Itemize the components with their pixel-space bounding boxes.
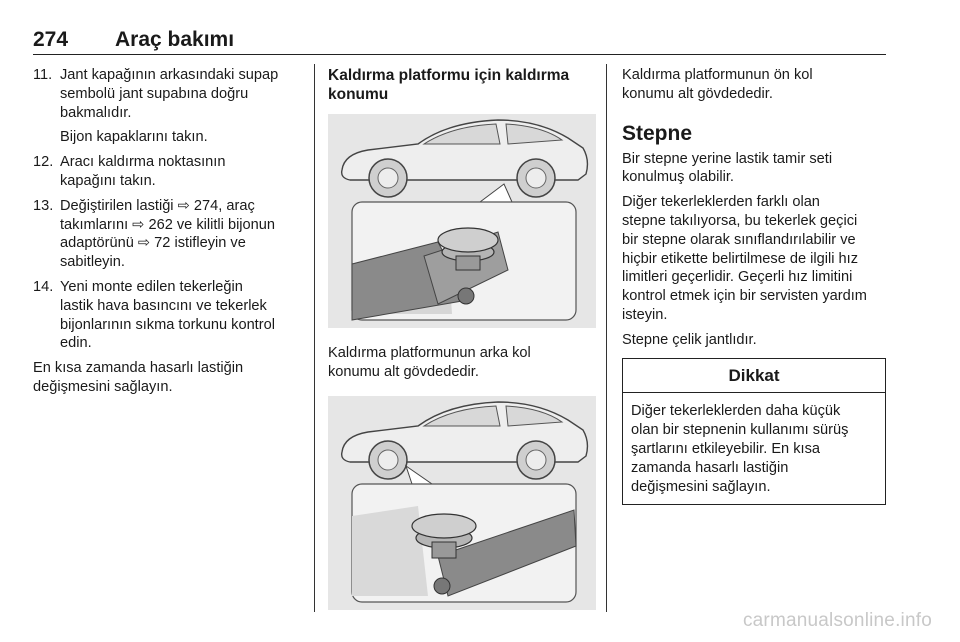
caution-body [623,393,885,504]
car-illustration-front [328,396,596,610]
column-divider [314,64,315,612]
paragraph-line: konulmuş olabilir. [622,169,734,186]
paragraph-line: limitleri geçerlidir. Geçerli hız limitini [622,269,853,286]
caution-line: zamanda hasarlı lastiğin [631,459,789,476]
paragraph-line: hiçbir etikette belirtilmese de ilgili hız [622,250,859,267]
paragraph-line: isteyin. [622,306,668,323]
caution-line: şartlarını etkileyebilir. En kısa [631,440,820,457]
caution-line: değişmesini sağlayın. [631,478,771,495]
section-heading: Stepne [622,121,693,145]
item-line: lastik hava basıncını ve tekerlek [60,297,267,314]
item-number: 12. [33,154,54,171]
paragraph-line: Bir stepne yerine lastik tamir seti [622,150,833,167]
caution-line: olan bir stepnenin kullanımı sürüş [631,422,849,439]
figure-caption [328,344,598,382]
paragraph-line: değişmesini sağlayın. [33,378,173,395]
section-title: Araç bakımı [115,28,235,51]
caption-line: konumu alt gövdededir. [328,363,479,380]
item-number: 11. [33,67,53,83]
car-illustration-rear [328,114,596,328]
item-line: takımlarını ⇨ 262 ve kilitli bijonun [60,216,276,233]
paragraph-line: kontrol etmek için bir servisten yardım [622,288,867,305]
closing-paragraph [33,359,303,397]
intro-paragraph [622,66,888,104]
item-line: edin. [60,335,92,352]
paragraph-line: konumu alt gövdededir. [622,85,773,102]
item-subtext: Bijon kapaklarını takın. [60,129,208,146]
watermark: carmanualsonline.info [742,610,932,631]
item-line: Aracı kaldırma noktasının [60,154,226,171]
rear-lift-point-figure [328,114,596,328]
item-number: 13. [33,197,54,214]
item-number: 14. [33,278,54,295]
paragraph-line: Diğer tekerleklerden farklı olan [622,194,820,211]
item-line: bakmalıdır. [60,104,132,121]
list-item [33,153,303,191]
caution-title: Dikkat [623,359,885,394]
item-line: kapağını takın. [60,172,156,189]
heading-line: konumu [328,86,389,103]
item-line: adaptörünü ⇨ 72 istifleyin ve [60,235,246,252]
column-divider [606,64,607,612]
page-header [33,26,886,55]
item-line: bijonlarının sıkma torkunu kontrol [60,316,275,333]
heading-line: Kaldırma platformu için kaldırma [328,67,570,84]
paragraph: Stepne çelik jantlıdır. [622,331,757,348]
page-number: 274 [33,28,69,51]
list-item [33,66,303,147]
item-line: sembolü jant supabına doğru [60,85,249,102]
front-lift-point-figure [328,396,596,610]
middle-column [328,66,598,610]
subsection-heading [328,66,598,104]
list-item [33,278,303,353]
item-line: Yeni monte edilen tekerleğin [60,278,243,295]
paragraph-line: bir stepne olarak sınıflandırılabilir ve [622,231,856,248]
caution-box [622,358,886,506]
paragraph [622,150,888,188]
item-line: Jant kapağının arkasındaki supap [60,67,279,83]
right-column [622,66,888,505]
paragraph-line: stepne takılıyorsa, bu tekerlek geçici [622,212,858,229]
caution-line: Diğer tekerleklerden daha küçük [631,403,841,420]
left-column [33,66,303,397]
item-line: Değiştirilen lastiği ⇨ 274, araç [60,197,255,214]
item-line: sabitleyin. [60,254,125,271]
paragraph-line: En kısa zamanda hasarlı lastiğin [33,360,244,377]
caption-line: Kaldırma platformunun arka kol [328,345,531,361]
list-item [33,197,303,272]
paragraph [622,193,888,325]
paragraph-line: Kaldırma platformunun ön kol [622,67,813,83]
